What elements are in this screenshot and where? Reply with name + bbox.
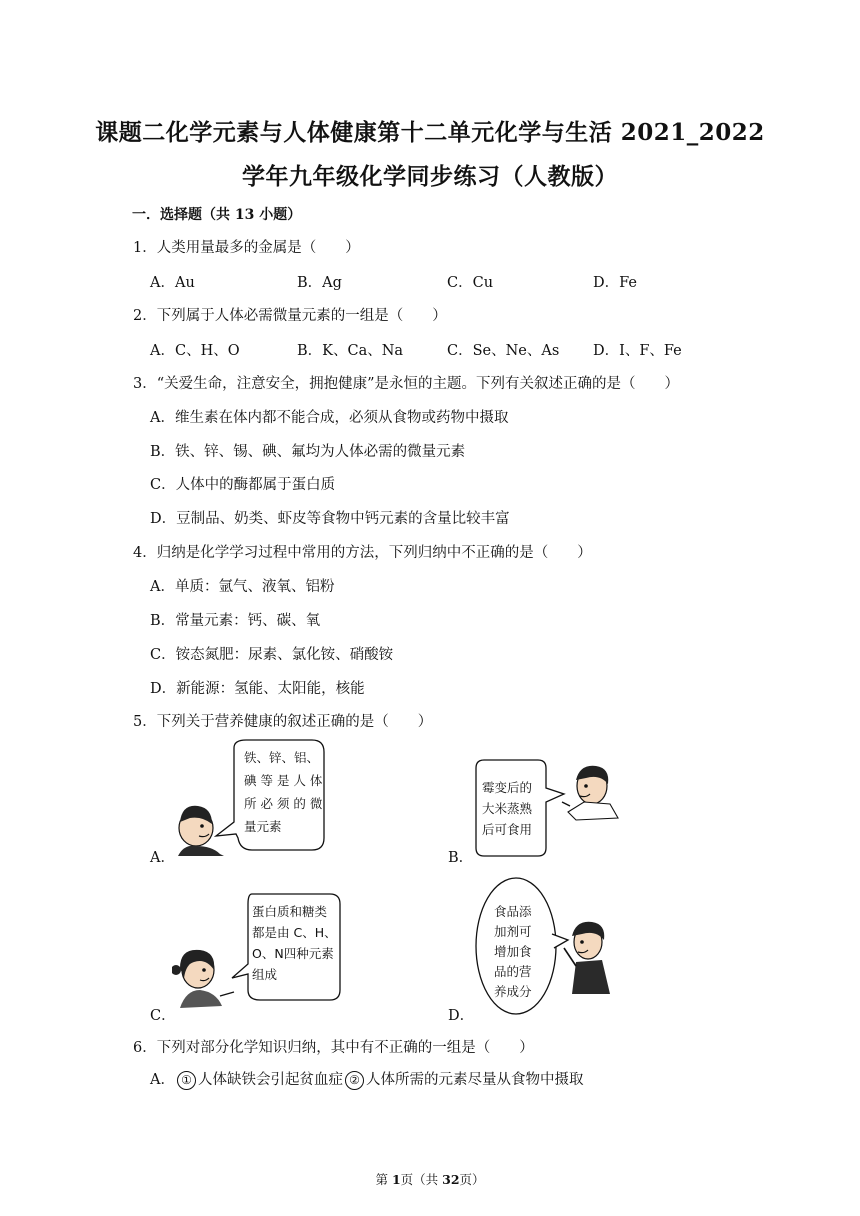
- question-4-option-c: C．铵态氮肥：尿素、氯化铵、硝酸铵: [150, 647, 394, 663]
- footer-mid: 页（共: [400, 1172, 443, 1187]
- bubble-b-line-3: 后可食用: [482, 822, 533, 837]
- footer-page-number: 1: [391, 1172, 401, 1187]
- footer-total-pages: 32: [442, 1172, 460, 1187]
- bubble-d-line-3: 增加食: [494, 944, 532, 959]
- question-5-stem: 5．下列关于营养健康的叙述正确的是（ ）: [133, 714, 433, 730]
- question-1-stem: 1．人类用量最多的金属是（ ）: [133, 240, 360, 256]
- question-5-option-c-label: C．: [150, 1008, 176, 1024]
- circled-number-1: ①: [177, 1071, 196, 1090]
- bubble-d-line-1: 食品添: [494, 904, 532, 919]
- question-5-figure-d: [472, 876, 622, 1020]
- document-title-line-2: 学年九年级化学同步练习（人教版）: [242, 163, 618, 190]
- question-3-option-c: C．人体中的酶都属于蛋白质: [150, 477, 336, 493]
- question-5-figure-a: [172, 738, 342, 858]
- question-6-stem: 6．下列对部分化学知识归纳，其中有不正确的一组是（ ）: [133, 1040, 534, 1056]
- question-6-option-a-part-2: 人体所需的元素尽量从食物中摄取: [365, 1072, 584, 1088]
- bubble-c-line-1: 蛋白质和糖类: [252, 904, 328, 919]
- bubble-d-line-4: 品的营: [494, 964, 532, 979]
- question-2-option-d: D．I、F、Fe: [593, 343, 682, 359]
- bubble-c-line-2: 都是由 C、H、: [252, 925, 337, 940]
- question-4-option-d: D．新能源：氢能、太阳能，核能: [150, 681, 365, 697]
- circled-number-2: ②: [345, 1071, 364, 1090]
- question-5-option-b-label: B．: [448, 850, 474, 866]
- question-3-stem: 3．“关爱生命，注意安全，拥抱健康”是永恒的主题。下列有关叙述正确的是（ ）: [133, 376, 680, 392]
- boy-figure-icon: [564, 922, 610, 994]
- speech-bubble-d: [476, 878, 568, 1014]
- question-4-option-a: A．单质：氩气、液氧、铝粉: [150, 579, 335, 595]
- question-3-option-b: B．铁、锌、锡、碘、氟均为人体必需的微量元素: [150, 444, 466, 460]
- footer-suffix: 页）: [459, 1172, 485, 1187]
- question-3-option-a: A．维生素在体内都不能合成，必须从食物或药物中摄取: [150, 410, 509, 426]
- bubble-a-line-3: 所 必 须 的 微: [244, 796, 323, 811]
- question-1-option-a: A．Au: [150, 275, 195, 291]
- question-2-option-a: A．C、H、O: [150, 343, 240, 359]
- page-footer: [0, 1170, 860, 1188]
- section-heading: 一．选择题（共 13 小题）: [132, 207, 302, 223]
- speech-bubble-a: [216, 740, 324, 850]
- question-5-option-d-label: D．: [448, 1008, 475, 1024]
- question-1-option-c: C．Cu: [447, 275, 494, 291]
- bubble-c-line-3: O、N四种元素: [252, 946, 334, 961]
- question-1-option-b: B．Ag: [297, 275, 342, 291]
- footer-prefix: 第: [375, 1172, 392, 1187]
- bubble-b-line-2: 大米蒸熟: [482, 801, 533, 816]
- question-6-option-a-prefix: A．: [150, 1072, 175, 1088]
- bubble-a-line-2: 碘 等 是 人 体: [244, 773, 323, 788]
- question-2-option-b: B．K、Ca、Na: [297, 343, 404, 359]
- bubble-b-line-1: 霉变后的: [482, 780, 533, 795]
- question-2-stem: 2．下列属于人体必需微量元素的一组是（ ）: [133, 308, 447, 324]
- bubble-a-line-1: 铁、锌、铝、: [244, 750, 320, 765]
- speech-bubble-b: [476, 760, 564, 856]
- question-5-figure-c: [172, 892, 342, 1008]
- boy-figure-icon: [562, 766, 618, 820]
- question-2-option-c: C．Se、Ne、As: [447, 343, 560, 359]
- question-4-stem: 4．归纳是化学学习过程中常用的方法，下列归纳中不正确的是（ ）: [133, 545, 592, 561]
- question-4-option-b: B．常量元素：钙、碳、氧: [150, 613, 321, 629]
- bubble-d-line-5: 养成分: [494, 984, 532, 999]
- girl-figure-icon: [172, 950, 234, 1008]
- document-title-line-1: 课题二化学元素与人体健康第十二单元化学与生活 2021_2022: [95, 119, 765, 146]
- question-5-figure-b: [472, 758, 622, 860]
- bubble-c-line-4: 组成: [252, 967, 278, 982]
- question-6-option-a-part-1: 人体缺铁会引起贫血症: [197, 1072, 343, 1088]
- speech-bubble-c: [232, 894, 340, 1000]
- question-6-option-a: [150, 1068, 583, 1090]
- question-1-option-d: D．Fe: [593, 275, 637, 291]
- boy-figure-icon: [178, 806, 224, 856]
- bubble-d-line-2: 加剂可: [494, 924, 532, 939]
- question-3-option-d: D．豆制品、奶类、虾皮等食物中钙元素的含量比较丰富: [150, 511, 510, 527]
- bubble-a-line-4: 量元素: [244, 819, 282, 834]
- question-5-option-a-label: A．: [150, 850, 175, 866]
